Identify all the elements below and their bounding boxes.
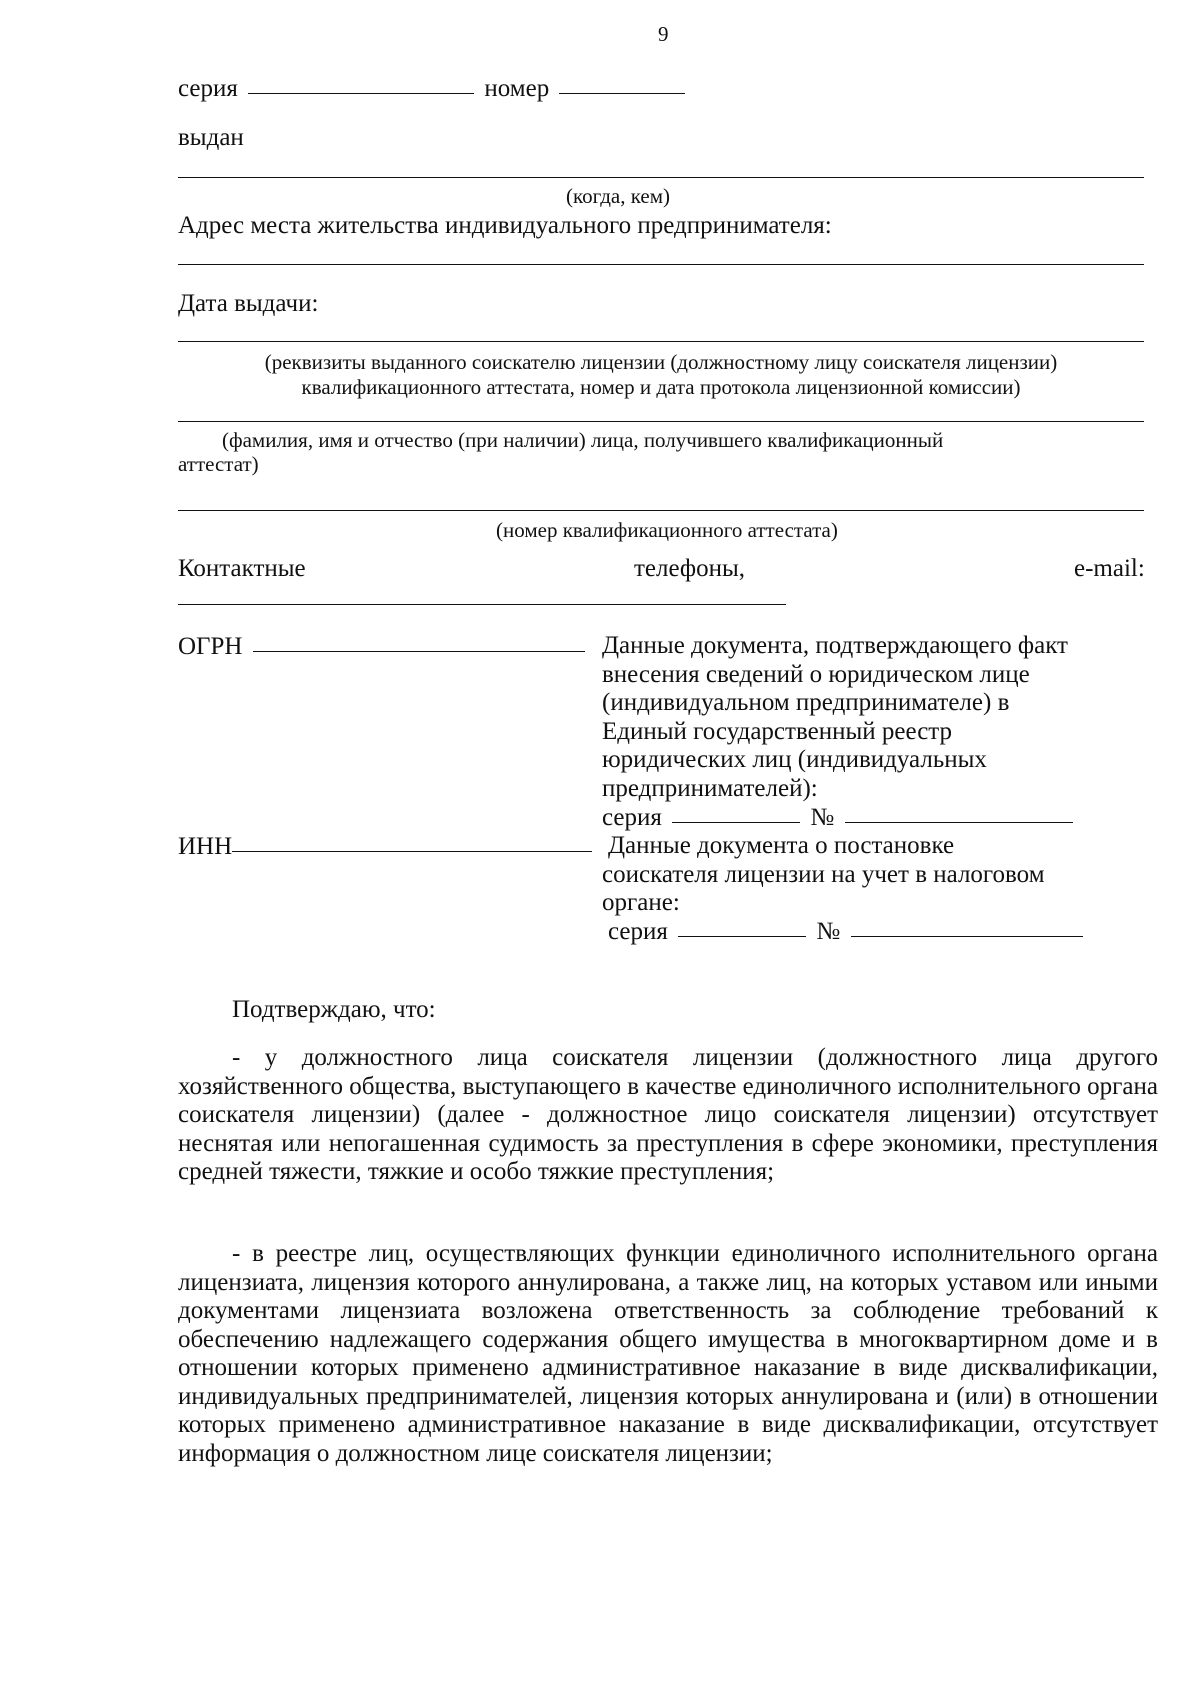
confirm-paragraph-1: - у должностного лица соискателя лицензии (должностного лица другого хозяйственного общества, выступающего в качестве единоличного исполнительного органа соискателя лицензии) (далее - должностное лицо соискателя лицензии) отсутствует неснятая или непогашенная судимость за преступления в сфере экономики, преступления средней тяжести, тяжкие и особо тяжкие преступления; bbox=[178, 1044, 1158, 1185]
ogrn-label: ОГРН bbox=[178, 633, 243, 660]
cert-number-field[interactable] bbox=[178, 510, 1144, 511]
passport-number-field[interactable] bbox=[559, 92, 685, 94]
cert-number-hint: (номер квалификационного аттестата) bbox=[496, 518, 838, 542]
ogrn-row bbox=[178, 632, 589, 661]
ogrn-number-field[interactable] bbox=[845, 821, 1073, 823]
inn-number-sign: № bbox=[816, 917, 841, 945]
confirm-paragraph-2: - в реестре лиц, осуществляющих функции единоличного исполнительного органа лицензиата, лицензия которого аннулирована, а также лиц, на которых уставом или иными документами лицензиата возложена ответственность за соблюдение требований к обеспечению надлежащего содержания общего имущества в многоквартирном доме и в отношении которых применено административное наказание в виде дисквалификации, индивидуальных предпринимателей, лицензия которых аннулирована и (или) в отношении которых применено административное наказание в виде дисквалификации, отсутствует информация о должностном лице соискателя лицензии; bbox=[178, 1240, 1158, 1467]
passport-series-field[interactable] bbox=[248, 92, 474, 94]
fio-hint-line-1: (фамилия, имя и отчество (при наличии) лица, получившего квалификационный bbox=[222, 428, 944, 452]
ogrn-desc-line: (индивидуальном предпринимателе) в bbox=[602, 689, 1010, 717]
inn-series-row bbox=[608, 918, 1087, 947]
ogrn-series-field[interactable] bbox=[672, 821, 800, 823]
inn-label: ИНН bbox=[178, 833, 233, 860]
license-details-field[interactable] bbox=[178, 341, 1144, 342]
confirm-heading: Подтверждаю, что: bbox=[232, 996, 436, 1023]
inn-field[interactable] bbox=[232, 850, 592, 852]
ogrn-description bbox=[602, 632, 1077, 832]
passport-issued-label: выдан bbox=[178, 124, 244, 151]
inn-series-field[interactable] bbox=[678, 935, 806, 937]
contacts-phones-label: телефоны, bbox=[634, 555, 746, 582]
issue-date-label: Дата выдачи: bbox=[178, 290, 319, 317]
ogrn-series-row bbox=[602, 804, 1077, 833]
inn-number-field[interactable] bbox=[851, 935, 1083, 937]
fio-hint-line-2: аттестат) bbox=[178, 452, 259, 476]
ogrn-desc-line: юридических лиц (индивидуальных bbox=[602, 746, 987, 774]
contacts-email-label: e-mail: bbox=[1074, 555, 1145, 582]
contacts-label: Контактные bbox=[178, 555, 306, 582]
passport-series-row bbox=[178, 74, 689, 103]
inn-desc-line: органе: bbox=[602, 889, 680, 917]
license-hint-line-2: квалификационного аттестата, номер и дата протокола лицензионной комиссии) bbox=[301, 375, 1021, 399]
inn-series-label: серия bbox=[608, 917, 668, 945]
ogrn-field[interactable] bbox=[253, 650, 585, 652]
ogrn-desc-line: Данные документа, подтверждающего факт bbox=[602, 632, 1068, 659]
passport-issued-field[interactable] bbox=[178, 177, 1144, 178]
inn-row bbox=[178, 832, 596, 861]
ogrn-desc-line: Единый государственный реестр bbox=[602, 717, 953, 745]
address-label: Адрес места жительства индивидуального предпринимателя: bbox=[178, 212, 832, 239]
contacts-field[interactable] bbox=[178, 604, 786, 605]
passport-series-label: серия bbox=[178, 75, 238, 102]
license-hint-line-1: (реквизиты выданного соискателю лицензии (должностному лицу соискателя лицензии) bbox=[264, 350, 1058, 374]
passport-issued-hint: (когда, кем) bbox=[566, 184, 670, 208]
ogrn-series-label: серия bbox=[602, 803, 662, 831]
ogrn-desc-line: предпринимателей): bbox=[602, 774, 818, 802]
fio-field[interactable] bbox=[178, 421, 1144, 422]
inn-desc-line: Данные документа о постановке bbox=[608, 832, 955, 859]
address-field[interactable] bbox=[178, 264, 1144, 265]
inn-desc-line: соискателя лицензии на учет в налоговом bbox=[602, 860, 1045, 888]
ogrn-desc-line: внесения сведений о юридическом лице bbox=[602, 660, 1030, 688]
ogrn-number-sign: № bbox=[810, 803, 835, 831]
page-number: 9 bbox=[658, 22, 669, 46]
inn-description bbox=[602, 832, 1087, 946]
passport-number-label: номер bbox=[484, 75, 550, 102]
